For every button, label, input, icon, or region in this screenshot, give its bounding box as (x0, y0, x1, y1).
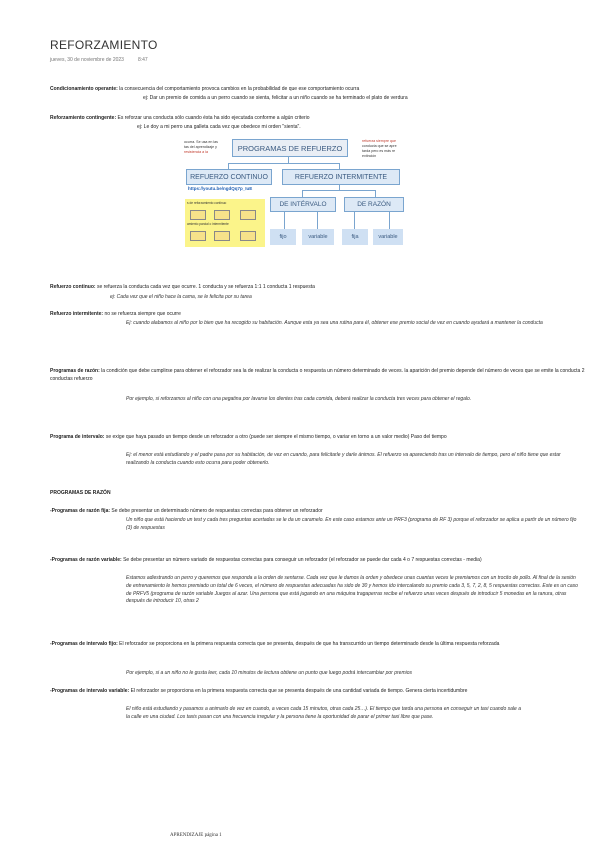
left-snippet-line: resistencia a la (184, 150, 208, 154)
connector-line (284, 211, 285, 229)
razon-term: Programas de razón: (50, 368, 100, 374)
continuo-example: ej: Cada vez que el niño hace la cama, se le felicita por su tarea (110, 294, 252, 300)
intervalo-paragraph (50, 434, 595, 442)
razon-fija-example: Un niño que está haciendo un test y cada tres preguntas acertadas se le da un caramelo. En este caso estamos ante un PRF3 (programa de RF 3) porque el reforzador se aplica a partir de un número fijo (3) de respuestas (126, 517, 577, 531)
razon-variable-text: Se debe presentar un número variado de respuestas correctas para conseguir un reforzador (el reforzador se puede dar cada 4 o 7 respuestas correctas - media) (121, 557, 482, 563)
razon-fija-paragraph (50, 508, 595, 516)
continuo-text: se refuerza la conducta cada vez que ocurre. 1 conducta y se refuerza 1:1 1 conducta 1 respuesta (95, 284, 315, 290)
diagram-root-box: PROGRAMAS DE REFUERZO (232, 139, 348, 157)
contingente-term: Reforzamiento contingente: (50, 115, 117, 121)
yellow-note-subtitle: amiento parcial o intermitente (187, 222, 229, 226)
intermitente-example: Ej: cuando alabamos al niño por lo bien que ha recogido su habitación. Aunque esta ya sea una rutina para él, obtener ese premio social de vez en cuando ayudará a mantener la conducta (126, 320, 543, 326)
right-snippet-line: extinción (362, 154, 377, 158)
right-snippet-line: tarda pero es más re (362, 149, 396, 153)
time-text: 8:47 (137, 57, 148, 63)
intervalo-variable-term: -Programas de intervalo variable: (50, 688, 130, 694)
yellow-note-thumbnail (214, 210, 230, 220)
razon-paragraph (50, 368, 595, 384)
right-snippet-line: conducta que se apre (362, 144, 397, 148)
condicionamiento-term: Condicionamiento operante: (50, 86, 118, 92)
connector-line (354, 211, 355, 229)
connector-line (228, 163, 340, 164)
intervalo-variable-text: El reforzador se proporciona en la primera respuesta correcta que se presenta después de una cantidad variada de tiempo. Genera cierta incertidumbre (129, 688, 468, 694)
condicionamiento-example: ej: Dar un premio de comida a un perro cuando se sienta, felicitar a un niño cuando se ha terminado el plato de verdura (143, 95, 408, 101)
yellow-note-title: s de reforzamiento continuo (187, 201, 227, 205)
continuo-term: Refuerzo continuo: (50, 284, 96, 290)
razon-fija-term: -Programas de razón fija: (50, 508, 111, 514)
continuo-paragraph (50, 284, 570, 292)
reinforcement-diagram (184, 137, 405, 249)
diagram-video-url: https://youtu.be/ngdQq7p_IuE (188, 186, 253, 191)
condicionamiento-paragraph (50, 86, 570, 94)
diagram-intermitente-box: REFUERZO INTERMITENTE (282, 169, 400, 185)
diagram-leaf-intervalo-variable: variable (302, 229, 334, 245)
page-footer: APRENDIZAJE página 1 (170, 833, 222, 838)
intervalo-fijo-term: -Programas de intervalo fijo: (50, 641, 118, 647)
yellow-note-thumbnail (240, 231, 256, 241)
intervalo-term: Programa de intervalo: (50, 434, 105, 440)
intermitente-term: Refuerzo intermitente: (50, 311, 104, 317)
diagram-intervalo-box: DE INTÉRVALO (270, 197, 336, 212)
diagram-razon-box: DE RAZÓN (344, 197, 404, 212)
diagram-leaf-razon-fija: fija (342, 229, 368, 245)
connector-line (302, 190, 376, 191)
contingente-paragraph (50, 115, 570, 123)
razon-variable-term: -Programas de razón variable: (50, 557, 122, 563)
razon-fija-text: Se debe presentar un determinado número de respuestas correctas para obtener un reforzador (110, 508, 323, 514)
programas-razon-heading: PROGRAMAS DE RAZÓN (50, 490, 111, 496)
left-snippet-line: tas del aprendizaje y (184, 145, 217, 149)
intervalo-example: Ej: el menor está estudiando y el padre pasa por su habitación, de vez en cuando, para felicitarle y darle ánimos. El refuerzo va apareciendo tras un intervalo de tiempo, pero el niño tiene que estar realizando la conducta cuando esto ocurra para poder obtenerlo. (126, 452, 561, 466)
condicionamiento-text: la consecuencia del comportamiento provoca cambios en la probabilidad de que ese comportamiento ocurra (117, 86, 360, 92)
intervalo-text: se exige que haya pasado un tiempo desde un reforzador a otro (puede ser siempre el mismo tiempo, o variar en torno a un valor medio) Paso del tiempo (104, 434, 447, 440)
date-text: jueves, 30 de noviembre de 2023 (50, 57, 124, 63)
intermitente-text: no se refuerza siempre que ocurre (103, 311, 181, 317)
connector-line (302, 190, 303, 197)
yellow-note-thumbnail (190, 210, 206, 220)
diagram-leaf-razon-variable: variable (373, 229, 403, 245)
intervalo-variable-paragraph (50, 688, 595, 696)
connector-line (375, 190, 376, 197)
page-title: REFORZAMIENTO (50, 38, 158, 52)
contingente-text: Es reforzar una conducta sólo cuando ésta ha sido ejecutada conforme a algún criterio (116, 115, 310, 121)
intermitente-paragraph (50, 311, 570, 319)
razon-example: Por ejemplo, si reforzamos al niño con una pegatina por lavarse los dientes tras cada comida, deberá realizar la conducta tres veces para obtener el regalo. (126, 396, 472, 402)
razon-variable-paragraph (50, 557, 595, 565)
diagram-continuo-box: REFUERZO CONTINUO (186, 169, 272, 185)
right-snippet-line: refuerza siempre que (362, 139, 396, 143)
intervalo-fijo-example: Por ejemplo, si a un niño no le gusta leer, cada 10 minutos de lectura obtiene un punto que luego podrá intercambiar por premios (126, 670, 413, 676)
contingente-example: ej: Le doy a mi perro una galleta cada vez que obedece mi orden "sienta". (137, 124, 301, 130)
intervalo-fijo-text: El reforzador se proporciona en la primera respuesta correcta que se presenta, después de que ha transcurrido un tiempo determinado desde la última respuesta reforzada (117, 641, 500, 647)
connector-line (288, 156, 289, 163)
page-date (50, 57, 148, 63)
yellow-note-thumbnail (240, 210, 256, 220)
yellow-note-thumbnail (190, 231, 206, 241)
intervalo-fijo-paragraph (50, 641, 595, 649)
intervalo-variable-example: El niño está estudiando y pasamos a animarlo de vez en cuando, a veces cada 15 minutos, otras cada 25…). El tiempo que tarda una persona en conseguir un taxi cuando sale a la calle en una ciudad. Los taxis pasan con una frecuencia irregular y la persona tiene la oportunidad de parar el primer taxi libre que pase. (126, 706, 521, 720)
connector-line (317, 211, 318, 229)
left-snippet-line: ocurra. Se usa en las (184, 140, 218, 144)
diagram-left-snippet (184, 140, 224, 155)
diagram-leaf-intervalo-fijo: fijo (270, 229, 296, 245)
razon-variable-example: Estamos adiestrando un perro y queremos que responda a la orden de sentarse. Cada vez que le damos la orden y obedece unas cuantas veces le premiamos con un trocito de pollo. Al final de la sesión de entrenamiento le hemos premiado un total de 6 veces, el número de respuestas adecuadas ha sido de 30 y hemos ido intercalando su premio cada 3, 5, 7, 2, 8, 5 respuestas correctas. Este es un caso de PRFV5 (programa de razón variable Juegos al azar. Una persona que está jugando en una máquina tragaperras recibe el refuerzo unas veces después de introducir 5 monedas en la ranura, otras después de introducir 10, otras 2 (126, 575, 578, 605)
yellow-note-thumbnail (214, 231, 230, 241)
connector-line (389, 211, 390, 229)
razon-text: la condición que debe cumplirse para obtener el reforzador sea la de realizar la conducta o respuesta un número determinado de veces. la aparición del premio depende del número de veces que se emite la conducta 2 conductas refuerzo (50, 368, 585, 382)
diagram-right-snippet (362, 139, 405, 159)
